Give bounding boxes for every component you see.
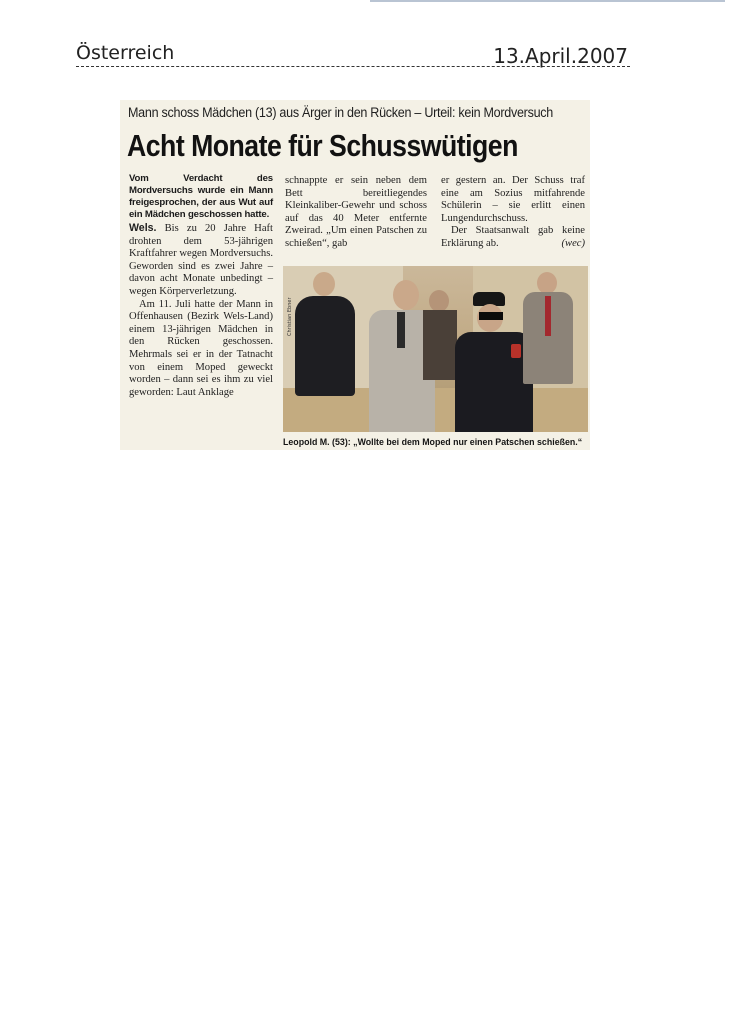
article-paragraph-1: Wels. Bis zu 20 Jahre Haft drohten dem 53-jährigen Kraftfahrer wegen Mordversuchs. Geworden sind es zwei Jahre – davon acht Monate unbedingt – wegen Körperverletzung. (129, 222, 273, 297)
article-paragraph-5: Der Staatsanwalt gab keine Erklärung ab. (wec) (441, 225, 585, 249)
article-column-2 (285, 175, 427, 251)
article-paragraph-4: er gestern an. Der Schuss traf eine am Sozius mitfahrende Schülerin – sie erlitt einen Lungendurchschuss. (441, 175, 585, 224)
article-column-3 (441, 175, 585, 251)
courtroom-photo (283, 266, 588, 432)
article-headline: Acht Monate für Schusswütigen (127, 128, 518, 163)
article-column-1 (129, 222, 273, 399)
clipping-header (76, 40, 630, 67)
top-edge-rule (370, 0, 725, 2)
article-kicker: Mann schoss Mädchen (13) aus Ärger in den Rücken – Urteil: kein Mordversuch (128, 105, 553, 120)
photo-caption: Leopold M. (53): „Wollte bei dem Moped nur einen Patschen schießen.“ (283, 437, 583, 447)
dateline: Wels. (129, 222, 157, 234)
publication-name: Österreich (76, 42, 175, 64)
author-initials: (wec) (561, 237, 585, 249)
article-paragraph-2: Am 11. Juli hatte der Mann in Offenhausen (Bezirk Wels-Land) einem 13-jährigen Mädchen in den Rücken geschossen. Mehrmals sei er in der Tatnacht von einem Moped geweckt worden – dann sei es ihm zu viel geworden: Laut Anklage (129, 298, 273, 398)
newspaper-clipping (120, 100, 590, 450)
publication-date: 13.April.2007 (493, 44, 628, 68)
article-lead: Vom Verdacht des Mordversuchs wurde ein Mann freigesprochen, der aus Wut auf ein Mädchen geschossen hatte. (129, 173, 273, 220)
photo-credit: Christian Ebner (287, 297, 293, 336)
article-paragraph-3: schnappte er sein neben dem Bett bereitliegendes Kleinkaliber-Gewehr und schoss auf das 40 Meter entfernte Zweirad. „Um einen Patschen zu schießen“, gab (285, 175, 427, 249)
